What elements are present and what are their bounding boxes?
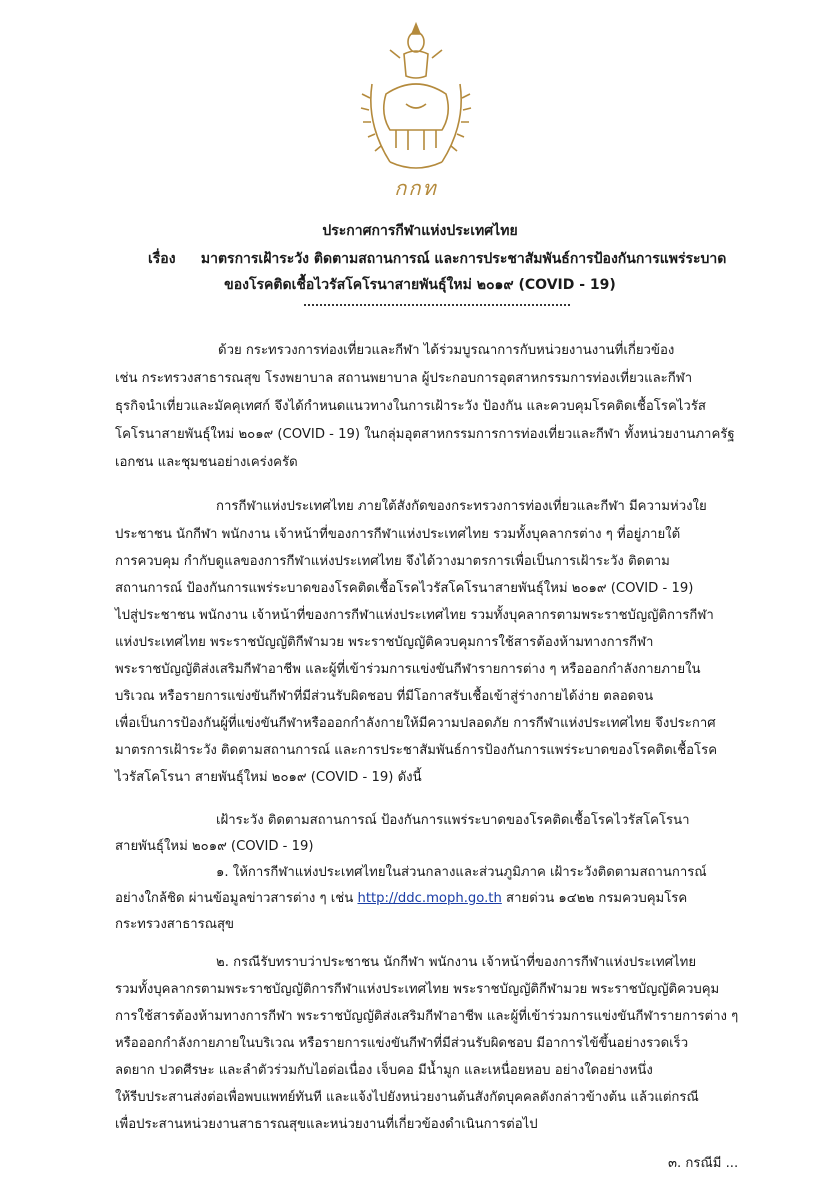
para2-line-8: บริเวณ หรือรายการแข่งขันกีฬาที่มีส่วนรับผิดชอบ ที่มีโอกาสรับเชื้อเข้าสู่ร่างกายได้ง่าย ตลอดจน	[115, 689, 654, 704]
para2-line-4: สถานการณ์ ป้องกันการแพร่ระบาดของโรคติดเชื้อโรคไวรัสโคโรนาสายพันธุ์ใหม่ ๒๐๑๙ (COVID - 19)	[115, 581, 694, 596]
item2-line-3: การใช้สารต้องห้ามทางการกีฬา พระราชบัญญัติส่งเสริมกีฬาอาชีพ และผู้ที่เข้าร่วมการแข่งขันกีฬารายการต่าง ๆ	[115, 1009, 739, 1024]
subject-text-1: มาตรการเฝ้าระวัง ติดตามสถานการณ์ และการประชาสัมพันธ์การป้องกันการแพร่ระบาด	[200, 251, 727, 267]
item2-line-6: ให้รีบประสานส่งต่อเพื่อพบแพทย์ทันที และแจ้งไปยังหน่วยงานต้นสังกัดบุคคลดังกล่าวข้างต้น แล้วแต่กรณี	[115, 1090, 699, 1105]
para2-line-1: การกีฬาแห่งประเทศไทย ภายใต้สังกัดของกระทรวงการท่องเที่ยวและกีฬา มีความห่วงใย	[216, 499, 707, 514]
para2-line-7: พระราชบัญญัติส่งเสริมกีฬาอาชีพ และผู้ที่เข้าร่วมการแข่งขันกีฬารายการต่าง ๆ หรือออกกำลังกายภายใน	[115, 662, 701, 677]
para2-line-11: ไวรัสโคโรนา สายพันธุ์ใหม่ ๒๐๑๙ (COVID - 19) ดังนี้	[115, 770, 422, 785]
item2-line-2: รวมทั้งบุคลากรตามพระราชบัญญัติการกีฬาแห่งประเทศไทย พระราชบัญญัติกีฬามวย พระราชบัญญัติควบคุม	[115, 982, 720, 997]
para1-line-3: ธุรกิจนำเที่ยวและมัคคุเทศก์ จึงได้กำหนดแนวทางในการเฝ้าระวัง ป้องกัน และควบคุมโรคติดเชื้อโรคไวรัส	[115, 399, 706, 414]
item1-line-3: กระทรวงสาธารณสุข	[115, 917, 235, 932]
para3-line-1: เฝ้าระวัง ติดตามสถานการณ์ ป้องกันการแพร่ระบาดของโรคติดเชื้อโรคไวรัสโคโรนา	[216, 813, 690, 828]
item2-line-7: เพื่อประสานหน่วยงานสาธารณสุขและหน่วยงานที่เกี่ยวข้องดำเนินการต่อไป	[115, 1117, 538, 1132]
item1-line-1: ๑. ให้การกีฬาแห่งประเทศไทยในส่วนกลางและส่วนภูมิภาค เฝ้าระวังติดตามสถานการณ์	[216, 865, 707, 880]
para1-line-2: เช่น กระทรวงสาธารณสุข โรงพยาบาล สถานพยาบาล ผู้ประกอบการอุตสาหกรรมการท่องเที่ยวและกีฬา	[115, 371, 693, 386]
subject-line-1	[148, 250, 726, 268]
continuation-note: ๓. กรณีมี ...	[668, 1156, 739, 1171]
para1-line-5: เอกชน และชุมชนอย่างเคร่งครัด	[115, 455, 298, 470]
item1-line-2	[115, 890, 687, 908]
issuer-title: ประกาศการกีฬาแห่งประเทศไทย	[322, 223, 518, 239]
para2-line-3: การควบคุม กำกับดูแลของการกีฬาแห่งประเทศไทย จึงได้วางมาตรการเพื่อเป็นการเฝ้าระวัง ติดตาม	[115, 554, 670, 569]
para1-line-1: ด้วย กระทรวงการท่องเที่ยวและกีฬา ได้ร่วมบูรณาการกับหน่วยงานงานที่เกี่ยวข้อง	[218, 343, 675, 358]
para1-line-4: โคโรนาสายพันธุ์ใหม่ ๒๐๑๙ (COVID - 19) ในกลุ่มอุตสาหกรรมการการท่องเที่ยวและกีฬา ทั้งหน่วยงานภาครัฐ	[115, 427, 735, 442]
para3-line-2: สายพันธุ์ใหม่ ๒๐๑๙ (COVID - 19)	[115, 839, 314, 854]
item2-line-5: ลดยาก ปวดศีรษะ และลำตัวร่วมกับไอต่อเนื่อง เจ็บคอ มีน้ำมูก และเหนื่อยหอบ อย่างใดอย่างหนึ่ง	[115, 1063, 653, 1078]
divider-dotted	[304, 304, 570, 306]
item2-line-1: ๒. กรณีรับทราบว่าประชาชน นักกีฬา พนักงาน เจ้าหน้าที่ของการกีฬาแห่งประเทศไทย	[216, 955, 697, 970]
para2-line-2: ประชาชน นักกีฬา พนักงาน เจ้าหน้าที่ของการกีฬาแห่งประเทศไทย รวมทั้งบุคลากรต่าง ๆ ที่อยู่ภายใต้	[115, 527, 681, 542]
item1-line-2-text: อย่างใกล้ชิด ผ่านข้อมูลข่าวสารต่าง ๆ เช่น	[115, 891, 354, 906]
ddc-link[interactable]: http://ddc.moph.go.th	[357, 891, 502, 906]
para2-line-10: มาตรการเฝ้าระวัง ติดตามสถานการณ์ และการประชาสัมพันธ์การป้องกันการแพร่ระบาดของโรคติดเชื้อโรค	[115, 743, 718, 758]
para2-line-9: เพื่อเป็นการป้องกันผู้ที่แข่งขันกีฬาหรือออกกำลังกายให้มีความปลอดภัย การกีฬาแห่งประเทศไทย จึงประกาศ	[115, 716, 716, 731]
subject-line-2: ของโรคติดเชื้อไวรัสโคโรนาสายพันธุ์ใหม่ ๒๐๑๙ (COVID - 19)	[224, 277, 616, 293]
emblem-lettering: กกท	[394, 176, 438, 200]
subject-label: เรื่อง	[148, 251, 176, 267]
item1-line-2-tail: สายด่วน ๑๔๒๒ กรมควบคุมโรค	[506, 891, 688, 906]
para2-line-5: ไปสู่ประชาชน พนักงาน เจ้าหน้าที่ของการกีฬาแห่งประเทศไทย รวมทั้งบุคลากรตามพระราชบัญญัติการกีฬา	[115, 608, 714, 623]
item2-line-4: หรือออกกำลังกายภายในบริเวณ หรือรายการแข่งขันกีฬาที่มีส่วนรับผิดชอบ มีอาการไข้ขึ้นอย่างรวดเร็ว	[115, 1036, 689, 1051]
para2-line-6: แห่งประเทศไทย พระราชบัญญัติกีฬามวย พระราชบัญญัติควบคุมการใช้สารต้องห้ามทางการกีฬา	[115, 635, 654, 650]
